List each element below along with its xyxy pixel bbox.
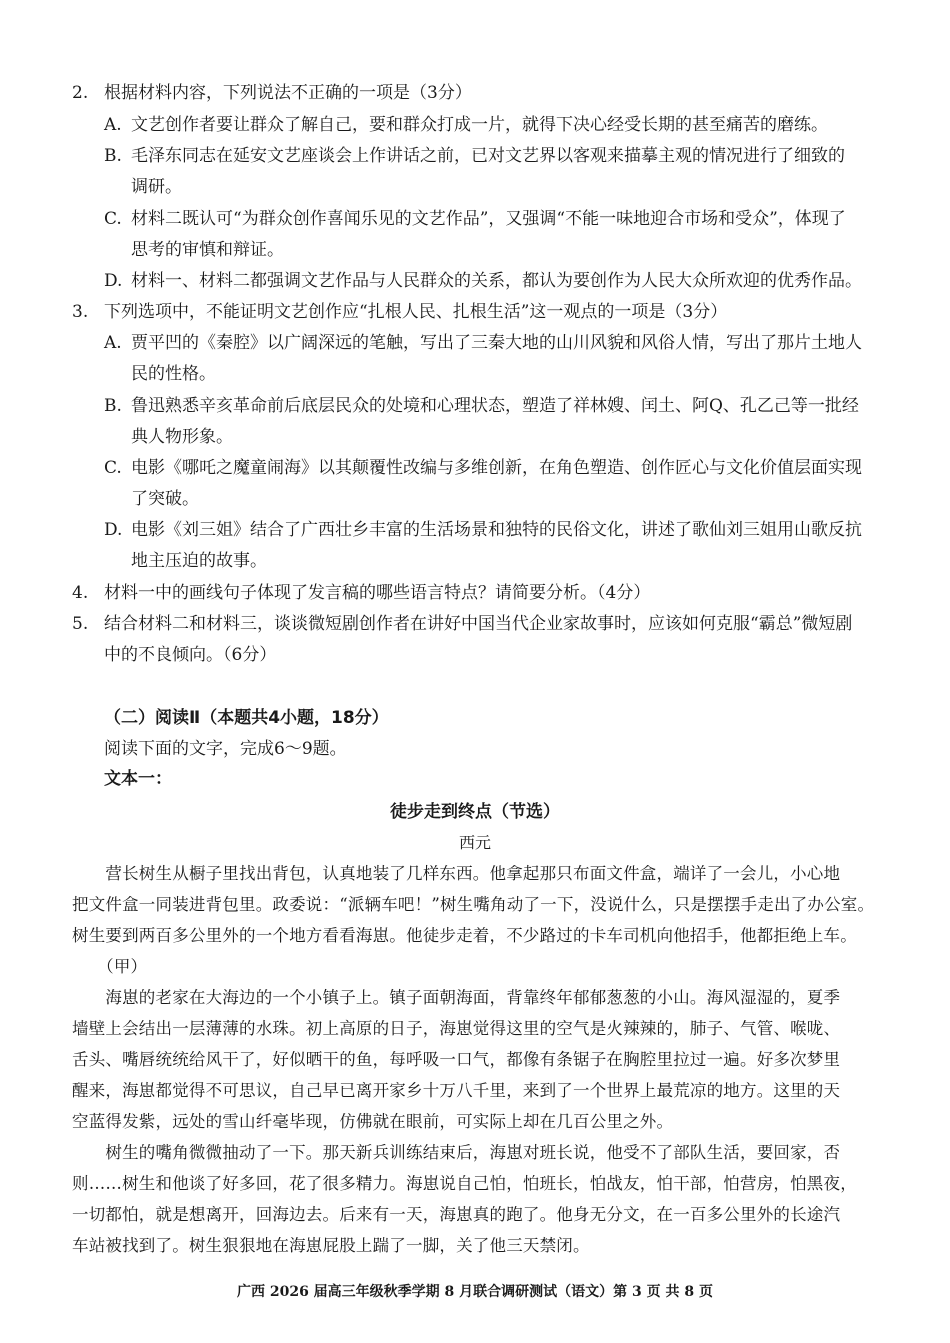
q3-option-b-cont: 典人物形象。: [131, 427, 233, 447]
q2-option-c-cont: 思考的审慎和辩证。: [131, 240, 284, 260]
article-line: 空蓝得发紫，远处的雪山纤毫毕现，仿佛就在眼前，可实际上却在几百公里之外。: [72, 1112, 674, 1131]
question-2-stem: 2. 根据材料内容，下列说法不正确的一项是（3分）: [72, 83, 472, 103]
question-3-stem: 3. 下列选项中，不能证明文艺创作应“扎根人民、扎根生活”这一观点的一项是（3分）: [72, 302, 728, 322]
article-line: （甲）: [72, 957, 148, 976]
question-number: 3.: [72, 302, 89, 322]
question-number: 4.: [72, 583, 89, 603]
q3-option-a: A. 贾平凹的《秦腔》以广阔深远的笔触，写出了三秦大地的山川风貌和风俗人情，写出了那片土地人: [104, 333, 862, 353]
text-one-label: 文本一：: [104, 769, 172, 789]
article-line: 树生的嘴角微微抽动了一下。那天新兵训练结束后，海崽对班长说，他受不了部队生活，要回家，否: [72, 1143, 841, 1162]
article-line: 把文件盒一同装进背包里。政委说：“派辆车吧！”树生嘴角动了一下，没说什么，只是摆摆手走出了办公室。: [72, 895, 875, 914]
article-line: 一切都怕，就是想离开，回海边去。后来有一天，海崽真的跑了。他身无分文，在一百多公里外的长途汽: [72, 1205, 841, 1224]
section-heading: （二）阅读Ⅱ（本题共4小题，18分）: [104, 708, 389, 728]
article-line: 车站被找到了。树生狠狠地在海崽屁股上踹了一脚，关了他三天禁闭。: [72, 1236, 590, 1255]
q2-option-b: B. 毛泽东同志在延安文艺座谈会上作讲话之前，已对文艺界以客观来描摹主观的情况进行了细致的: [104, 146, 845, 166]
q2-option-b-cont: 调研。: [131, 177, 182, 197]
question-5-stem: 5. 结合材料二和材料三，谈谈微短剧创作者在讲好中国当代企业家故事时，应该如何克服“霸总”微短剧: [72, 614, 853, 634]
article-line: 树生要到两百多公里外的一个地方看看海崽。他徒步走着，不少路过的卡车司机向他招手，他都拒绝上车。: [72, 926, 857, 945]
q3-option-d: D. 电影《刘三姐》结合了广西壮乡丰富的生活场景和独特的民俗文化，讲述了歌仙刘三姐用山歌反抗: [104, 520, 862, 540]
article-line: 营长树生从橱子里找出背包，认真地装了几样东西。他拿起那只布面文件盒，端详了一会儿，小心地: [72, 864, 841, 883]
article-title: 徒步走到终点（节选）: [390, 802, 560, 822]
article-line: 舌头、嘴唇统统给风干了，好似晒干的鱼，每呼吸一口气，都像有条锯子在胸腔里拉过一遍。好多次梦里: [72, 1050, 841, 1069]
q2-option-d: D. 材料一、材料二都强调文艺作品与人民群众的关系，都认为要创作为人民大众所欢迎的优秀作品。: [104, 271, 862, 291]
article-line: 醒来，海崽都觉得不可思议，自己早已离开家乡十万八千里，来到了一个世界上最荒凉的地方。这里的天: [72, 1081, 841, 1100]
q2-option-c: C. 材料二既认可“为群众创作喜闻乐见的文艺作品”，又强调“不能一味地迎合市场和受众”，体现了: [104, 209, 846, 229]
q3-option-a-cont: 民的性格。: [131, 364, 216, 384]
section-instruction: 阅读下面的文字，完成6～9题。: [104, 739, 347, 759]
q3-option-b: B. 鲁迅熟悉辛亥革命前后底层民众的处境和心理状态，塑造了祥林嫂、闰土、阿Q、孔乙己等一批经: [104, 396, 859, 416]
q2-option-a: A. 文艺创作者要让群众了解自己，要和群众打成一片，就得下决心经受长期的甚至痛苦的磨练。: [104, 115, 828, 135]
question-5-stem-cont: 中的不良倾向。（6分）: [104, 645, 277, 665]
page-footer: 广西 2026 届高三年级秋季学期 8 月联合调研测试（语文）第 3 页 共 8 页: [236, 1284, 714, 1300]
article-line: 则……树生和他谈了好多回，花了很多精力。海崽说自己怕，怕班长，怕战友，怕干部，怕营房，怕黑夜，: [72, 1174, 857, 1193]
q3-option-d-cont: 地主压迫的故事。: [131, 551, 267, 571]
article-line: 墙壁上会结出一层薄薄的水珠。初上高原的日子，海崽觉得这里的空气是火辣辣的，肺子、气管、喉咙、: [72, 1019, 841, 1038]
article-line: 海崽的老家在大海边的一个小镇子上。镇子面朝海面，背靠终年郁郁葱葱的小山。海风湿湿的，夏季: [72, 988, 841, 1007]
q3-option-c-cont: 了突破。: [131, 489, 199, 509]
article-author: 西元: [458, 833, 491, 852]
question-4-stem: 4. 材料一中的画线句子体现了发言稿的哪些语言特点？请简要分析。（4分）: [72, 583, 651, 603]
question-number: 5.: [72, 614, 89, 634]
q3-option-c: C. 电影《哪吒之魔童闹海》以其颠覆性改编与多维创新，在角色塑造、创作匠心与文化价值层面实现: [104, 458, 862, 478]
question-number: 2.: [72, 83, 89, 103]
